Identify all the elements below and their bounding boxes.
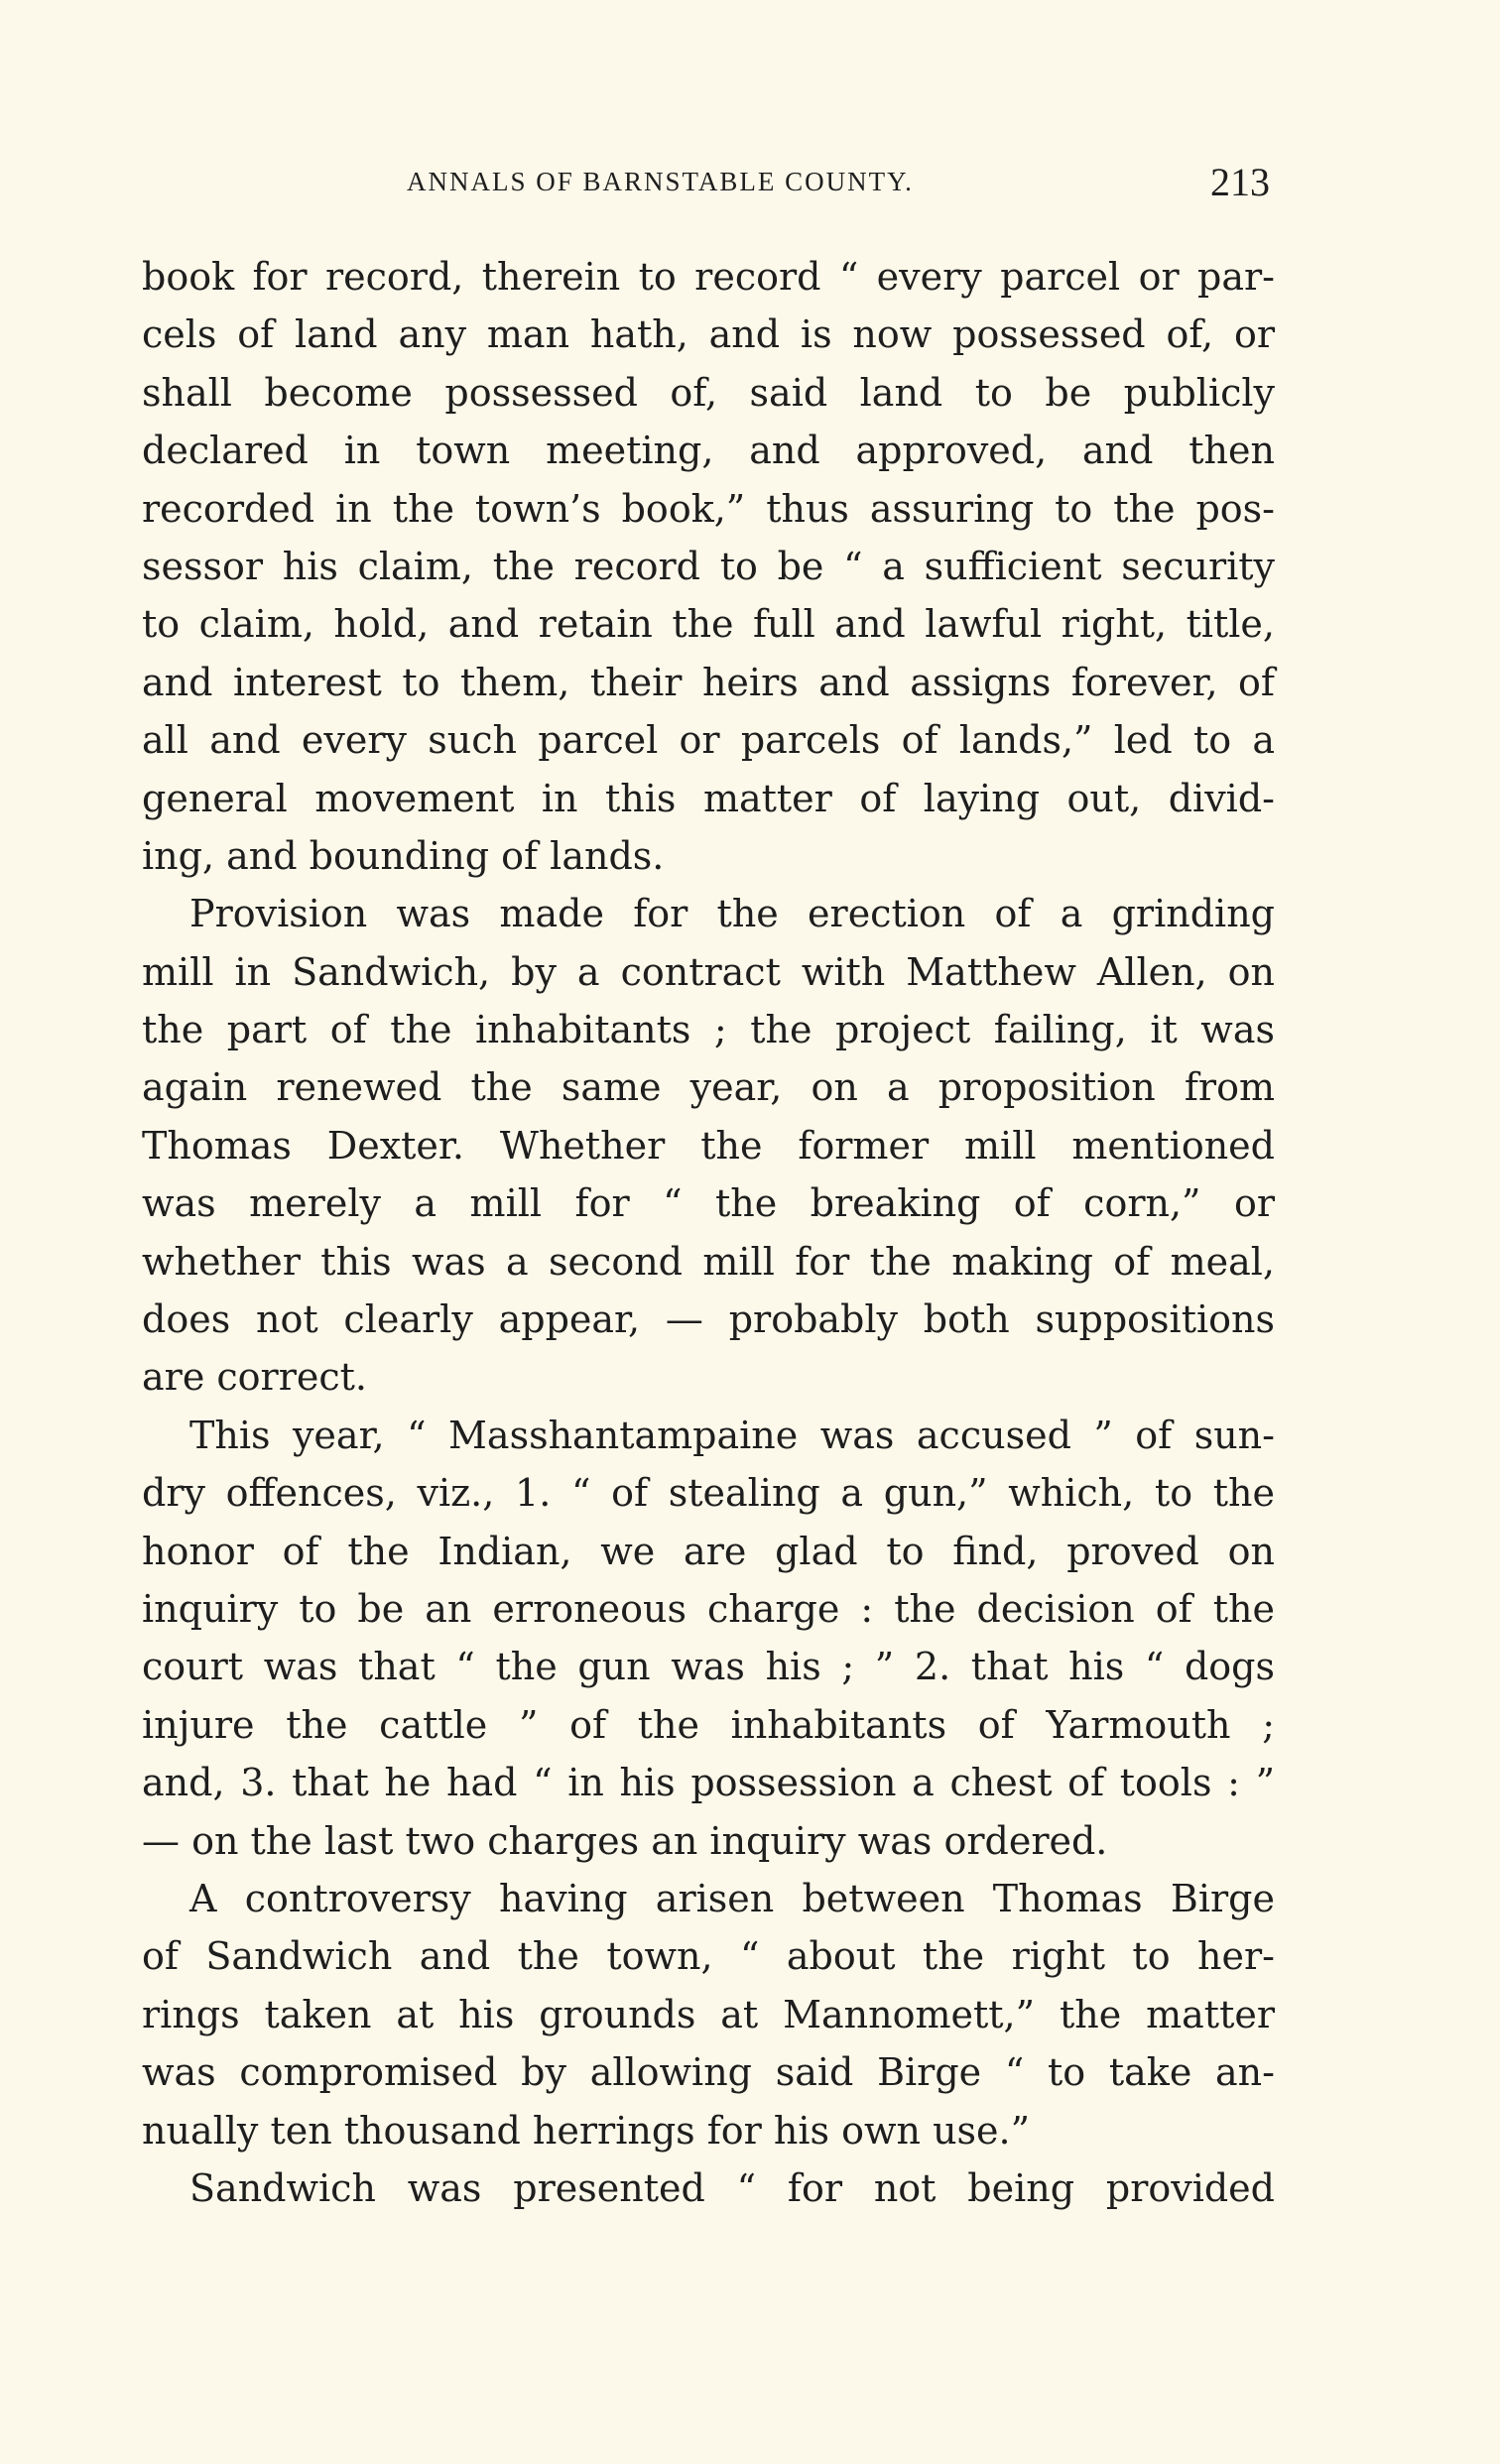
text-line: mill in Sandwich, by a contract with Matthew Allen, on [142,949,1275,994]
text-line: declared in town meeting, and approved, and then [142,429,1275,473]
text-line: again renewed the same year, on a proposition from [142,1065,1275,1110]
text-line: was compromised by allowing said Birge “ to take an- [142,2050,1275,2095]
text-line: inquiry to be an erroneous charge : the decision of the [142,1586,1275,1631]
text-line: sessor his claim, the record to be “ a sufficient security [142,544,1275,588]
text-line: Thomas Dexter. Whether the former mill mentioned [142,1123,1275,1168]
text-line: recorded in the town’s book,” thus assuring to the pos- [142,486,1275,531]
text-line: whether this was a second mill for the making of meal, [142,1239,1275,1284]
running-head [407,159,1270,208]
text-line: rings taken at his grounds at Mannomett,” the matter [142,1992,1275,2036]
text-line: Sandwich was presented “ for not being provided [189,2165,1275,2210]
text-line: injure the cattle ” of the inhabitants of Yarmouth ; [142,1702,1275,1747]
page-number: 213 [1210,160,1270,204]
running-title: ANNALS OF BARNSTABLE COUNTY. [407,167,914,196]
text-line: dry offences, viz., 1. “ of stealing a gun,” which, to the [142,1471,1275,1516]
text-line: honor of the Indian, we are glad to find, proved on [142,1529,1275,1573]
text-line: and interest to them, their heirs and assigns forever, of [142,660,1275,704]
text-line: are correct. [142,1355,367,1400]
text-line: court was that “ the gun was his ; ” 2. that his “ dogs [142,1645,1275,1689]
text-line: was merely a mill for “ the breaking of corn,” or [142,1181,1275,1226]
text-line: the part of the inhabitants ; the project failing, it was [142,1008,1275,1052]
text-line: of Sandwich and the town, “ about the right to her- [142,1934,1275,1979]
text-line: cels of land any man hath, and is now possessed of, or [142,312,1275,357]
text-line: does not clearly appear, — probably both suppositions [142,1297,1275,1342]
text-line: Provision was made for the erection of a grinding [189,892,1275,936]
text-line: shall become possessed of, said land to be publicly [142,370,1275,415]
text-line: ing, and bounding of lands. [142,833,665,878]
text-line: This year, “ Masshantampaine was accused ” of sun- [189,1413,1275,1457]
text-line: all and every such parcel or parcels of lands,” led to a [142,718,1275,763]
text-line: to claim, hold, and retain the full and lawful right, title, [142,602,1275,647]
text-line: A controversy having arisen between Thomas Birge [189,1876,1275,1920]
text-line: and, 3. that he had “ in his possession a chest of tools : ” [142,1761,1275,1805]
text-line: general movement in this matter of laying out, divid- [142,776,1275,820]
body-text [142,248,1275,2217]
text-line: — on the last two charges an inquiry was ordered. [142,1818,1108,1863]
text-line: book for record, therein to record “ every parcel or par- [142,255,1275,299]
text-line: nually ten thousand herrings for his own use.” [142,2108,1031,2153]
